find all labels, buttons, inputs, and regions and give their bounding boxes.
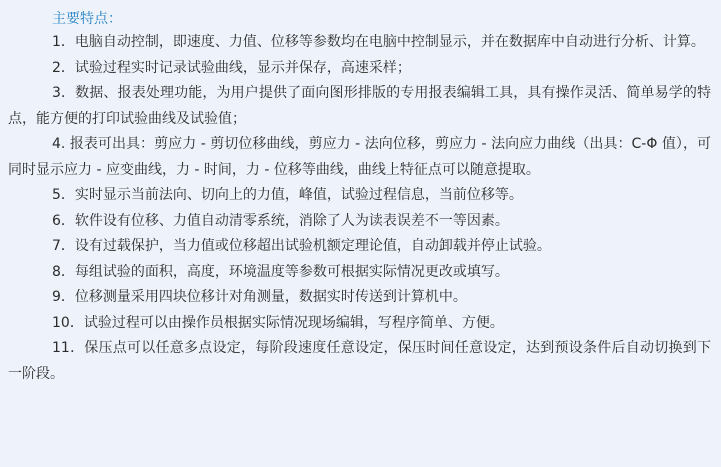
list-item: 2．试验过程实时记录试验曲线，显示并保存，高速采样；	[52, 59, 411, 76]
list-item: 6．软件设有位移、力值自动清零系统，消除了人为读表误差不一等因素。	[52, 212, 509, 229]
list-item: 11．保压点可以任意多点设定，每阶段速度任意设定，保压时间任意设定，达到预设条件后自动切换到下一阶段。	[8, 340, 711, 382]
feature-list	[8, 30, 713, 387]
section-title: 主要特点：	[52, 11, 122, 27]
list-item: 3．数据、报表处理功能，为用户提供了面向图形排版的专用报表编辑工具，具有操作灵活、简单易学的特点，能方便的打印试验曲线及试验值；	[8, 85, 711, 127]
list-item: 7．设有过载保护，当力值或位移超出试验机额定理论值，自动卸载并停止试验。	[52, 238, 551, 254]
list-item: 10．试验过程可以由操作员根据实际情况现场编辑，写程序简单、方便。	[52, 314, 504, 331]
list-item: 4. 报表可出具：剪应力 - 剪切位移曲线，剪应力 - 法向位移，剪应力 - 法向应力曲线（出具：C-Φ 值），可同时显示应力 - 应变曲线，力 - 时间，力 - 位移等曲线，曲线上特征点可以随意提取。	[8, 136, 711, 178]
list-item: 5．实时显示当前法向、切向上的力值，峰值，试验过程信息，当前位移等。	[52, 187, 523, 203]
list-item: 9．位移测量采用四块位移计对角测量，数据实时传送到计算机中。	[52, 289, 467, 305]
list-item: 8．每组试验的面积，高度，环境温度等参数可根据实际情况更改或填写。	[52, 263, 509, 280]
list-item: 1．电脑自动控制，即速度、力值、位移等参数均在电脑中控制显示，并在数据库中自动进行分析、计算。	[52, 34, 705, 50]
